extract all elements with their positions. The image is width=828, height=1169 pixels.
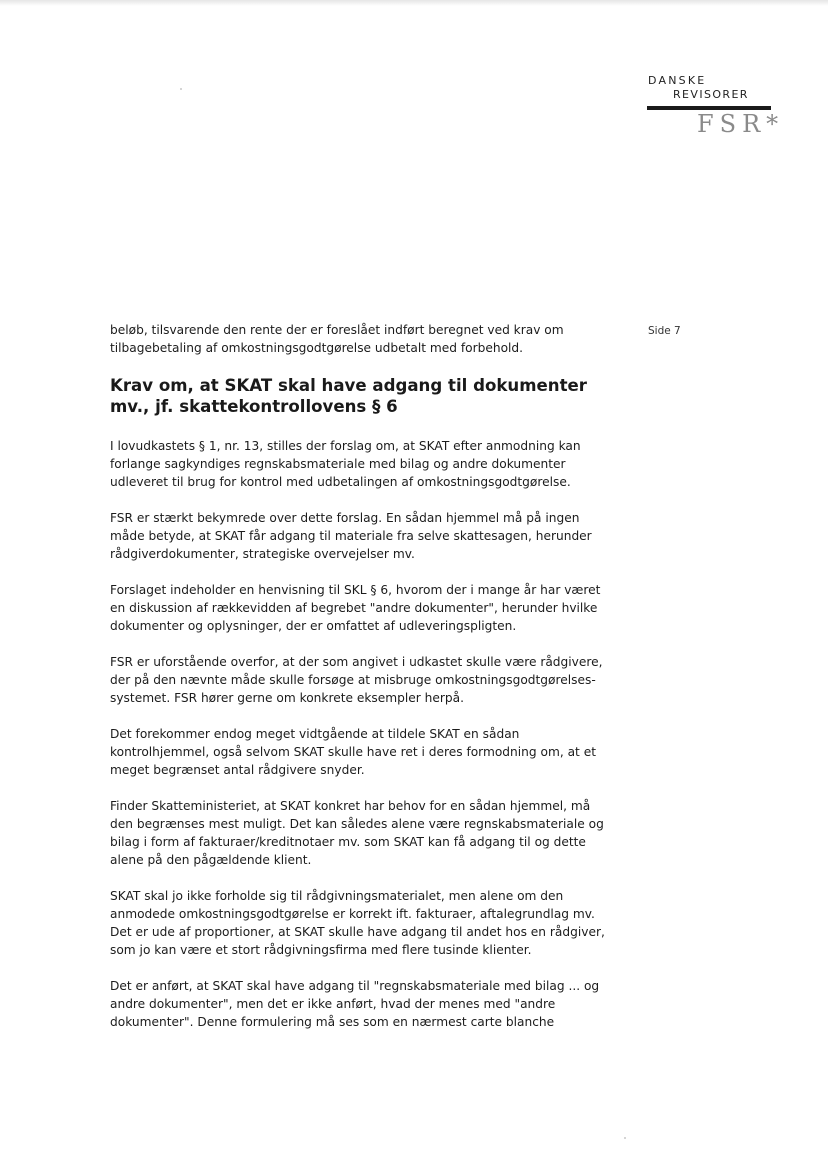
text-line: FSR er stærkt bekymrede over dette forslag. En sådan hjemmel må på ingen <box>110 511 580 525</box>
text-line: den begrænses mest muligt. Det kan således alene være regnskabsmateriale og <box>110 817 604 831</box>
text-line: andre dokumenter", men det er ikke anført, hvad der menes med "andre <box>110 997 556 1011</box>
text-line: alene på den pågældende klient. <box>110 853 312 867</box>
fsr-logo <box>640 74 785 144</box>
paragraph-7 <box>110 887 615 959</box>
text-line: I lovudkastets § 1, nr. 13, stilles der forslag om, at SKAT efter anmodning kan <box>110 439 581 453</box>
text-line: tilbagebetaling af omkostningsgodtgørelse udbetalt med forbehold. <box>110 341 524 355</box>
paragraph-1 <box>110 437 615 491</box>
scan-speck <box>624 1137 626 1139</box>
text-line: systemet. FSR hører gerne om konkrete eksempler herpå. <box>110 691 464 705</box>
text-line: bilag i form af fakturaer/kreditnotaer mv. som SKAT kan få adgang til og dette <box>110 835 586 849</box>
paragraph-8 <box>110 977 615 1031</box>
document-body <box>110 321 615 1049</box>
text-line: Det forekommer endog meget vidtgående at tildele SKAT en sådan <box>110 727 520 741</box>
text-line: dokumenter og oplysninger, der er omfattet af udleveringspligten. <box>110 619 517 633</box>
page-number: Side 7 <box>648 325 681 337</box>
scan-edge <box>0 0 828 6</box>
logo-line-revisorer: REVISORER <box>673 88 749 101</box>
heading-line: mv., jf. skattekontrollovens § 6 <box>110 397 398 416</box>
paragraph-4 <box>110 653 615 707</box>
text-line: forlange sagkyndiges regnskabsmateriale med bilag og andre dokumenter <box>110 457 566 471</box>
text-line: måde betyde, at SKAT får adgang til materiale fra selve skattesagen, herunder <box>110 529 592 543</box>
text-line: meget begrænset antal rådgivere snyder. <box>110 763 365 777</box>
paragraph-2 <box>110 509 615 563</box>
text-line: SKAT skal jo ikke forholde sig til rådgivningsmaterialet, men alene om den <box>110 889 564 903</box>
text-line: Forslaget indeholder en henvisning til SKL § 6, hvorom der i mange år har været <box>110 583 601 597</box>
text-line: en diskussion af rækkevidden af begrebet "andre dokumenter", herunder hvilke <box>110 601 598 615</box>
text-line: anmodede omkostningsgodtgørelse er korrekt ift. fakturaer, aftalegrundlag mv. <box>110 907 595 921</box>
text-line: FSR er uforstående overfor, at der som angivet i udkastet skulle være rådgivere, <box>110 655 603 669</box>
text-line: udleveret til brug for kontrol med udbetalingen af omkostningsgodtgørelse. <box>110 475 571 489</box>
paragraph-3 <box>110 581 615 635</box>
text-line: beløb, tilsvarende den rente der er foreslået indført beregnet ved krav om <box>110 323 564 337</box>
text-line: som jo kan være et stort rådgivningsfirma med flere tusinde klienter. <box>110 943 532 957</box>
text-line: Det er ude af proportioner, at SKAT skulle have adgang til andet hos en rådgiver, <box>110 925 605 939</box>
paragraph-6 <box>110 797 615 869</box>
text-line: rådgiverdokumenter, strategiske overvejelser mv. <box>110 547 415 561</box>
text-line: kontrolhjemmel, også selvom SKAT skulle have ret i deres formodning om, at et <box>110 745 596 759</box>
text-line: Det er anført, at SKAT skal have adgang til "regnskabsmateriale med bilag ... og <box>110 979 600 993</box>
scan-speck <box>180 88 182 90</box>
text-line: dokumenter". Denne formulering må ses som en nærmest carte blanche <box>110 1015 555 1029</box>
logo-mark: FSR* <box>697 110 785 138</box>
text-line: der på den nævnte måde skulle forsøge at misbruge omkostningsgodtgørelses- <box>110 673 596 687</box>
logo-line-danske: DANSKE <box>648 74 707 87</box>
paragraph-5 <box>110 725 615 779</box>
text-line: Finder Skatteministeriet, at SKAT konkret har behov for en sådan hjemmel, må <box>110 799 591 813</box>
section-heading <box>110 375 615 417</box>
heading-line: Krav om, at SKAT skal have adgang til dokumenter <box>110 376 587 395</box>
intro-paragraph <box>110 321 615 357</box>
